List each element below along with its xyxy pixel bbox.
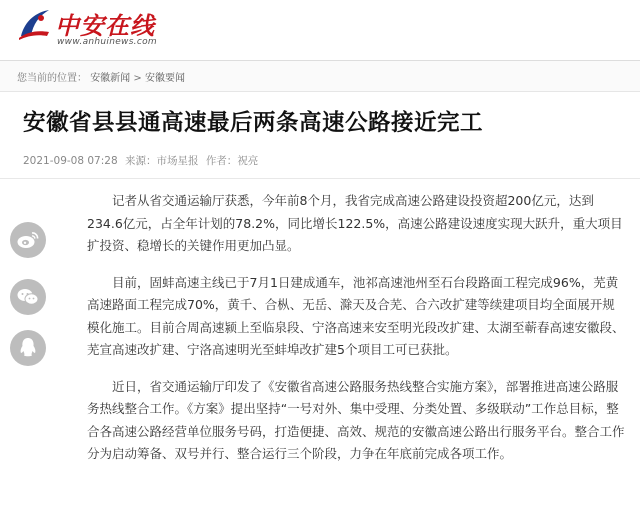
site-name: 中安在线 [55, 11, 155, 40]
weibo-icon [17, 231, 39, 249]
source-label: 来源： [124, 155, 157, 167]
breadcrumb-item-anhui-news[interactable]: 安徽新闻 [90, 73, 131, 84]
site-url: www.anhuinews.com [57, 37, 157, 47]
article-meta [23, 153, 262, 168]
site-header [0, 0, 640, 58]
breadcrumb-prefix: 您当前的位置： [17, 73, 87, 84]
breadcrumb-bar [0, 60, 640, 92]
breadcrumb-separator: > [133, 73, 142, 84]
qq-icon [19, 337, 37, 359]
article-paragraph: 记者从省交通运输厅获悉，今年前8个月，我省完成高速公路建设投资超200亿元，达到234.6亿元，占全年计划的78.2%，同比增长122.5%，高速公路建设速度实现大跃升，重大项目扩投资、稳增长的关键作用更加凸显。 [87, 193, 623, 253]
share-qq-button[interactable] [10, 330, 46, 366]
article-datetime: 2021-09-08 07:28 [23, 155, 118, 167]
logo-mark-icon [17, 6, 51, 42]
article-source: 市场星报 [156, 155, 199, 167]
wechat-icon [17, 288, 39, 306]
breadcrumb [17, 69, 185, 84]
site-logo[interactable] [17, 4, 167, 50]
article-paragraph: 目前，固蚌高速主线已于7月1日建成通车，池祁高速池州至石台段路面工程完成96%，芜黄高速路面工程完成70%，黄千、合枞、无岳、滁天及合芜、合六改扩建等续建项目均全面展开规模化施工。目前合周高速颍上至临泉段、宁洛高速来安至明光段改扩建、太湖至蕲春高速安徽段、芜宣高速改扩建、宁洛高速明光至蚌埠改扩建5个项目工可已获批。 [87, 274, 625, 357]
share-weibo-button[interactable] [10, 222, 46, 258]
share-wechat-button[interactable] [10, 279, 46, 315]
article-author: 祝亮 [237, 155, 259, 167]
article-paragraph: 近日，省交通运输厅印发了《安徽省高速公路服务热线整合实施方案》，部署推进高速公路服务热线整合工作。《方案》提出坚持“一号对外、集中受理、分类处置、多级联动”工作总目标，整合各高速公路经营单位服务号码，打造便捷、高效、规范的安徽高速公路出行服务平台。整合工作分为启动筹备、双号并行、整合运行三个阶段，力争在年底前完成各项工作。 [87, 378, 625, 461]
author-label: 作者： [205, 155, 238, 167]
article-body [87, 190, 627, 480]
breadcrumb-item-anhui-headlines[interactable]: 安徽要闻 [144, 73, 185, 84]
page-title: 安徽省县县通高速最后两条高速公路接近完工 [23, 110, 484, 136]
divider [0, 178, 640, 179]
